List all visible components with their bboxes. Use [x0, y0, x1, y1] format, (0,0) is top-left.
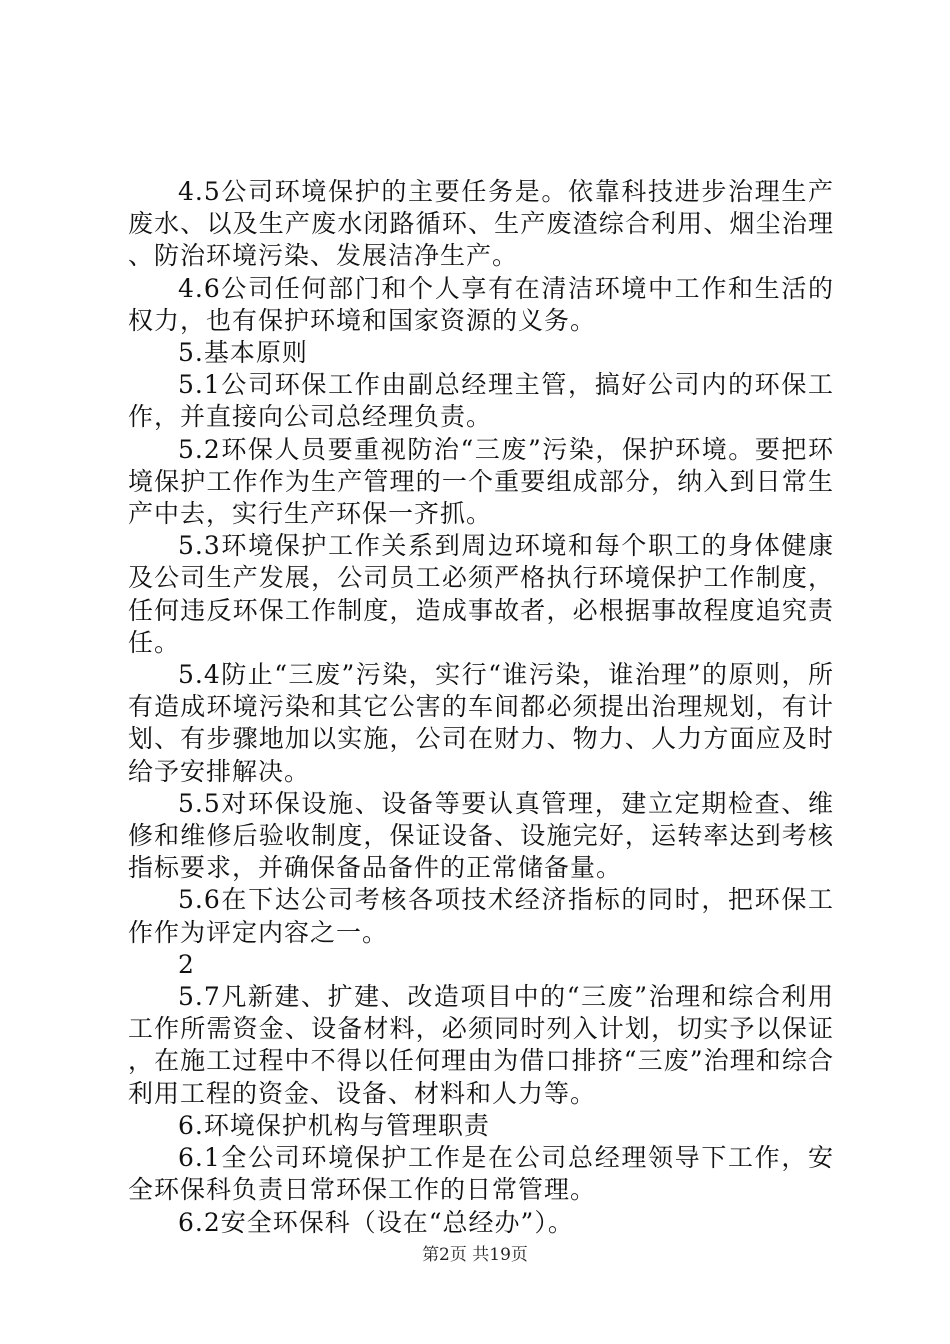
paragraph-6-1: 6.1全公司环境保护工作是在公司总经理领导下工作，安全环保科负责日常环保工作的日常管理。 [128, 1143, 834, 1205]
paragraph-5-2: 5.2环保人员要重视防治“三废”污染，保护环境。要把环境保护工作作为生产管理的一个重要组成部分，纳入到日常生产中去，实行生产环保一齐抓。 [128, 434, 834, 529]
inline-page-marker: 2 [178, 949, 195, 979]
paragraph-5-5: 5.5对环保设施、设备等要认真管理，建立定期检查、维修和维修后验收制度，保证设备、设施完好，运转率达到考核指标要求，并确保备品备件的正常储备量。 [128, 788, 834, 883]
section-heading-6: 6.环境保护机构与管理职责 [178, 1110, 490, 1140]
paragraph-5-3: 5.3环境保护工作关系到周边环境和每个职工的身体健康及公司生产发展，公司员工必须严格执行环境保护工作制度，任何违反环保工作制度，造成事故者，必根据事故程度追究责任。 [128, 531, 834, 657]
paragraph-5-7: 5.7凡新建、扩建、改造项目中的“三废”治理和综合利用工作所需资金、设备材料，必须同时列入计划，切实予以保证，在施工过程中不得以任何理由为借口排挤“三废”治理和综合利用工程的资金、设备、材料和人力等。 [128, 982, 834, 1108]
paragraph-5-1: 5.1公司环保工作由副总经理主管，搞好公司内的环保工作，并直接向公司总经理负责。 [128, 370, 834, 432]
page-footer: 第2页 共19页 [422, 1245, 528, 1265]
section-heading-5: 5.基本原则 [178, 338, 308, 368]
paragraph-5-4: 5.4防止“三废”污染，实行“谁污染，谁治理”的原则，所有造成环境污染和其它公害的车间都必须提出治理规划，有计划、有步骤地加以实施，公司在财力、物力、人力方面应及时给予安排解决。 [128, 660, 834, 786]
paragraph-6-2: 6.2安全环保科（设在“总经办”）。 [178, 1207, 574, 1237]
paragraph-4-5: 4.5公司环境保护的主要任务是。依靠科技进步治理生产废水、以及生产废水闭路循环、生产废渣综合利用、烟尘治理、防治环境污染、发展洁净生产。 [128, 177, 834, 271]
paragraph-5-6: 5.6在下达公司考核各项技术经济指标的同时，把环保工作作为评定内容之一。 [128, 885, 834, 947]
document-body [128, 176, 834, 1239]
paragraph-4-6: 4.6公司任何部门和个人享有在清洁环境中工作和生活的权力，也有保护环境和国家资源的义务。 [128, 273, 834, 335]
